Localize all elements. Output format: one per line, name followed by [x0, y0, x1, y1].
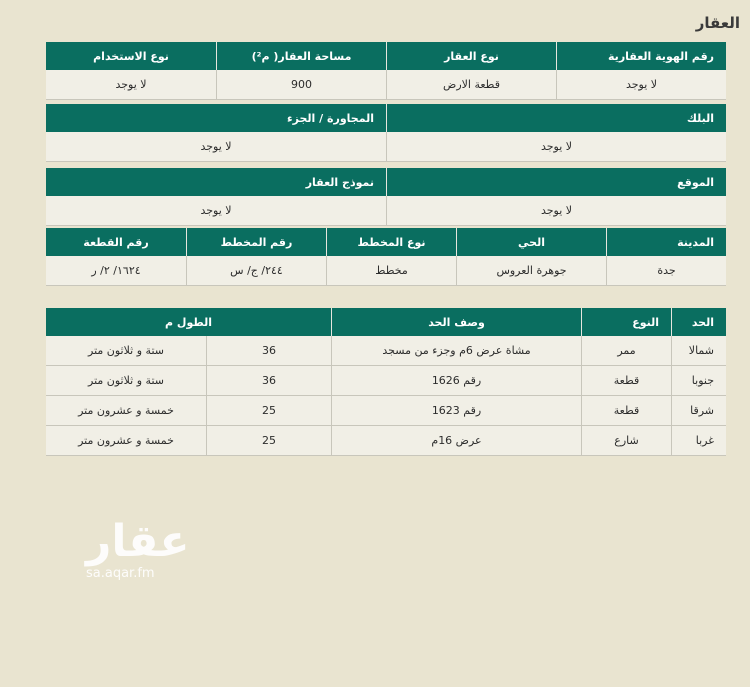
watermark-logo-text: عقار [86, 516, 190, 567]
header-side: الحد [671, 308, 726, 336]
description-cell: عرض 16م [331, 426, 581, 456]
length-cell: 25 [206, 396, 331, 426]
plan-table [46, 228, 726, 286]
table-row [46, 366, 726, 396]
header-plan-type: نوع المخطط [326, 228, 456, 256]
aqar-watermark [86, 516, 190, 581]
header-property-id: رقم الهوية العقارية [556, 42, 726, 70]
header-city: المدينة [606, 228, 726, 256]
watermark-url: sa.aqar.fm [86, 566, 155, 581]
block-table [46, 104, 726, 162]
header-usage-type: نوع الاستخدام [46, 42, 216, 70]
description-cell: رقم 1623 [331, 396, 581, 426]
header-block: البلك [386, 104, 726, 132]
value-property-area: 900 [216, 70, 386, 100]
location-table [46, 168, 726, 226]
page-title: العقار [695, 14, 740, 32]
header-plan-number: رقم المخطط [186, 228, 326, 256]
value-plan-type: مخطط [326, 256, 456, 286]
description-cell: رقم 1626 [331, 366, 581, 396]
header-boundary-type: النوع [581, 308, 671, 336]
type-cell: ممر [581, 336, 671, 366]
type-cell: قطعة [581, 396, 671, 426]
value-district: جوهرة العروس [456, 256, 606, 286]
description-cell: مشاة عرض 6م وجزء من مسجد [331, 336, 581, 366]
header-property-area: مساحة العقار( م²) [216, 42, 386, 70]
table-row [46, 336, 726, 366]
header-district: الحي [456, 228, 606, 256]
value-usage-type: لا يوجد [46, 70, 216, 100]
length-text-cell: خمسة و عشرون متر [46, 396, 206, 426]
value-city: جدة [606, 256, 726, 286]
table-row [46, 426, 726, 456]
header-length: الطول م [46, 308, 331, 336]
length-cell: 36 [206, 366, 331, 396]
value-neighborhood-part: لا يوجد [46, 132, 386, 162]
header-plot-number: رقم القطعة [46, 228, 186, 256]
length-cell: 25 [206, 426, 331, 456]
value-block: لا يوجد [386, 132, 726, 162]
header-location: الموقع [386, 168, 726, 196]
value-plan-number: ٢٤٤/ ج/ س [186, 256, 326, 286]
side-cell: غربا [671, 426, 726, 456]
length-text-cell: خمسة و عشرون متر [46, 426, 206, 456]
value-property-model: لا يوجد [46, 196, 386, 226]
value-property-type: قطعة الارض [386, 70, 556, 100]
header-property-model: نموذج العقار [46, 168, 386, 196]
value-location: لا يوجد [386, 196, 726, 226]
table-row [46, 396, 726, 426]
header-neighborhood-part: المجاورة / الجزء [46, 104, 386, 132]
type-cell: شارع [581, 426, 671, 456]
length-text-cell: ستة و ثلاثون متر [46, 366, 206, 396]
type-cell: قطعة [581, 366, 671, 396]
length-cell: 36 [206, 336, 331, 366]
header-boundary-description: وصف الحد [331, 308, 581, 336]
side-cell: شرقا [671, 396, 726, 426]
boundaries-table [46, 308, 726, 456]
side-cell: جنوبا [671, 366, 726, 396]
side-cell: شمالا [671, 336, 726, 366]
value-property-id: لا يوجد [556, 70, 726, 100]
length-text-cell: ستة و ثلاثون متر [46, 336, 206, 366]
value-plot-number: ١٦٢٤/ ٢/ ر [46, 256, 186, 286]
property-info-table [46, 42, 726, 100]
header-property-type: نوع العقار [386, 42, 556, 70]
